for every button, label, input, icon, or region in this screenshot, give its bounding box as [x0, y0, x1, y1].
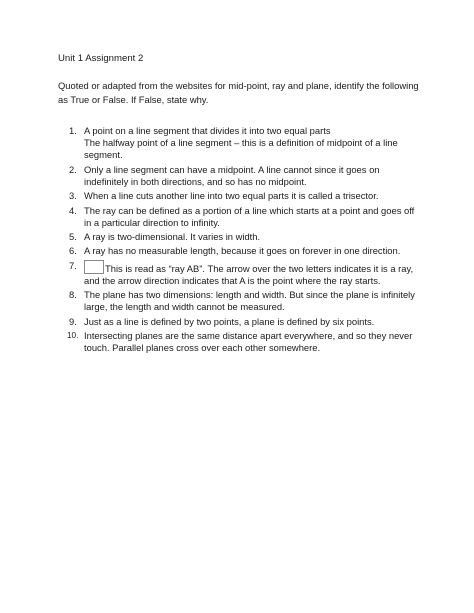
item-text: Only a line segment can have a midpoint. A line cannot since it goes on indefinitely in both directions, and so has no midpoint.	[84, 163, 380, 187]
item-text: A ray is two-dimensional. It varies in width.	[84, 231, 261, 242]
item-number: 5.	[69, 231, 77, 242]
document-intro: Quoted or adapted from the websites for mid-point, ray and plane, identify the following as True or False. If False, state why.	[58, 80, 419, 105]
list-item	[58, 245, 420, 257]
item-number: 6.	[69, 245, 77, 257]
item-number: 1.	[69, 125, 77, 136]
item-number: 7.	[69, 259, 77, 271]
ray-image-placeholder	[84, 260, 104, 274]
list-item	[58, 164, 420, 188]
document-title: Unit 1 Assignment 2	[58, 53, 144, 64]
statement-list	[58, 125, 420, 356]
list-item	[58, 231, 420, 243]
item-text: The halfway point of a line segment – this is a definition of midpoint of a line segment.	[84, 137, 398, 161]
item-text: A point on a line segment that divides it into two equal parts	[84, 125, 331, 136]
item-number: 9.	[69, 315, 77, 327]
list-item	[58, 260, 420, 287]
item-text: When a line cuts another line into two equal parts it is called a trisector.	[84, 190, 379, 202]
item-number: 3.	[69, 190, 77, 202]
list-item	[58, 205, 420, 229]
item-text: The plane has two dimensions: length and width. But since the plane is infinitely large, the length and width cannot be measured.	[84, 289, 415, 313]
item-text: Intersecting planes are the same distance apart everywhere, and so they never touch. Parallel planes cross over each other somewhere.	[84, 329, 413, 354]
list-item	[58, 330, 420, 354]
list-item	[58, 190, 420, 202]
item-text: The ray can be defined as a portion of a line which starts at a point and goes off in a particular direction to infinity.	[84, 204, 415, 228]
item-number: 8.	[69, 289, 77, 301]
list-item	[58, 125, 420, 162]
item-number: 4.	[69, 204, 77, 216]
item-text: This is read as “ray AB”. The arrow over the two letters indicates it is a ray, and the arrow direction indicates that A is the point where the ray starts.	[84, 262, 414, 286]
item-text: Just as a line is defined by two points, a plane is defined by six points.	[84, 315, 375, 327]
list-item	[58, 289, 420, 313]
item-text: A ray has no measurable length, because it goes on forever in one direction.	[84, 245, 401, 257]
item-number: 10.	[67, 330, 79, 340]
list-item	[58, 316, 420, 328]
item-number: 2.	[69, 163, 77, 175]
